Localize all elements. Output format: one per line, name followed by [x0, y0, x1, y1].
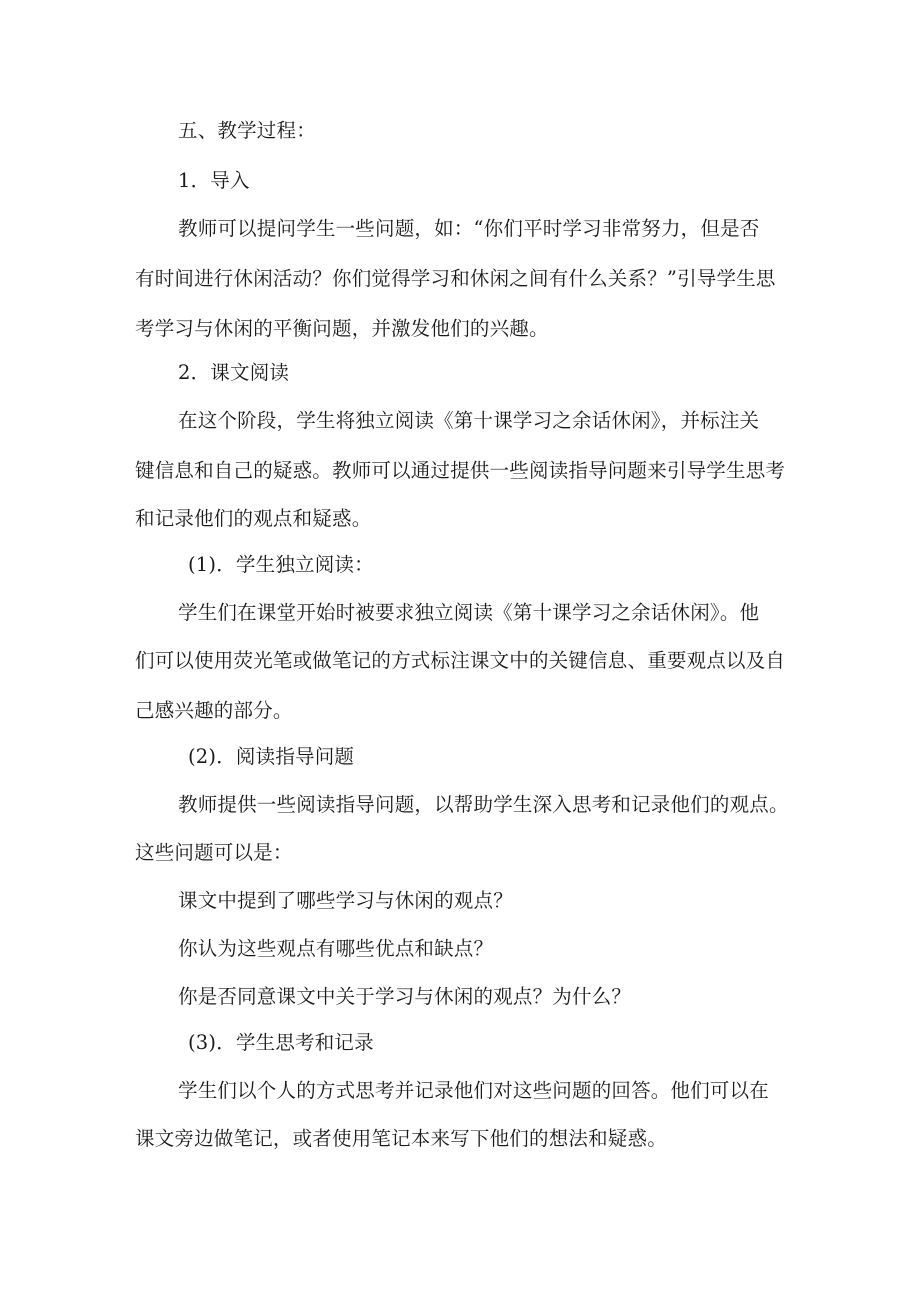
- question-2: 你认为这些观点有哪些优点和缺点？: [178, 937, 494, 960]
- step2-paragraph-line-2: 键信息和自己的疑惑。教师可以通过提供一些阅读指导问题来引导学生思考: [135, 459, 786, 482]
- sub3-paragraph-line-1: 学生们以个人的方式思考并记录他们对这些问题的回答。他们可以在: [178, 1079, 770, 1102]
- step1-heading: 1．导入: [178, 169, 250, 192]
- sub2-paragraph-line-2: 这些问题可以是：: [135, 841, 293, 864]
- sub1-paragraph-line-3: 己感兴趣的部分。: [135, 699, 293, 722]
- sub3-heading: (3)．学生思考和记录: [188, 1031, 374, 1054]
- sub1-paragraph-line-2: 们可以使用荧光笔或做笔记的方式标注课文中的关键信息、重要观点以及自: [135, 649, 786, 672]
- step2-paragraph-line-1: 在这个阶段，学生将独立阅读《第十课学习之余话休闲》，并标注关: [178, 409, 760, 432]
- question-3: 你是否同意课文中关于学习与休闲的观点？为什么？: [178, 985, 632, 1008]
- step1-paragraph-line-1: 教师可以提问学生一些问题，如：“你们平时学习非常努力，但是否: [178, 217, 760, 240]
- step1-paragraph-line-3: 考学习与休闲的平衡问题，并激发他们的兴趣。: [135, 317, 549, 340]
- sub2-paragraph-line-1: 教师提供一些阅读指导问题，以帮助学生深入思考和记录他们的观点。: [178, 793, 789, 816]
- sub1-heading: (1)．学生独立阅读：: [188, 553, 374, 576]
- step1-paragraph-line-2: 有时间进行休闲活动？你们觉得学习和休闲之间有什么关系？”引导学生思: [135, 267, 776, 290]
- step2-paragraph-line-3: 和记录他们的观点和疑惑。: [135, 507, 372, 530]
- section-heading: 五、教学过程：: [178, 119, 316, 142]
- sub3-paragraph-line-2: 课文旁边做笔记，或者使用笔记本来写下他们的想法和疑惑。: [135, 1127, 667, 1150]
- sub1-paragraph-line-1: 学生们在课堂开始时被要求独立阅读《第十课学习之余话休闲》。他: [178, 601, 760, 624]
- question-1: 课文中提到了哪些学习与休闲的观点？: [178, 889, 513, 912]
- sub2-heading: (2)．阅读指导问题: [188, 745, 355, 768]
- step2-heading: 2．课文阅读: [178, 361, 290, 384]
